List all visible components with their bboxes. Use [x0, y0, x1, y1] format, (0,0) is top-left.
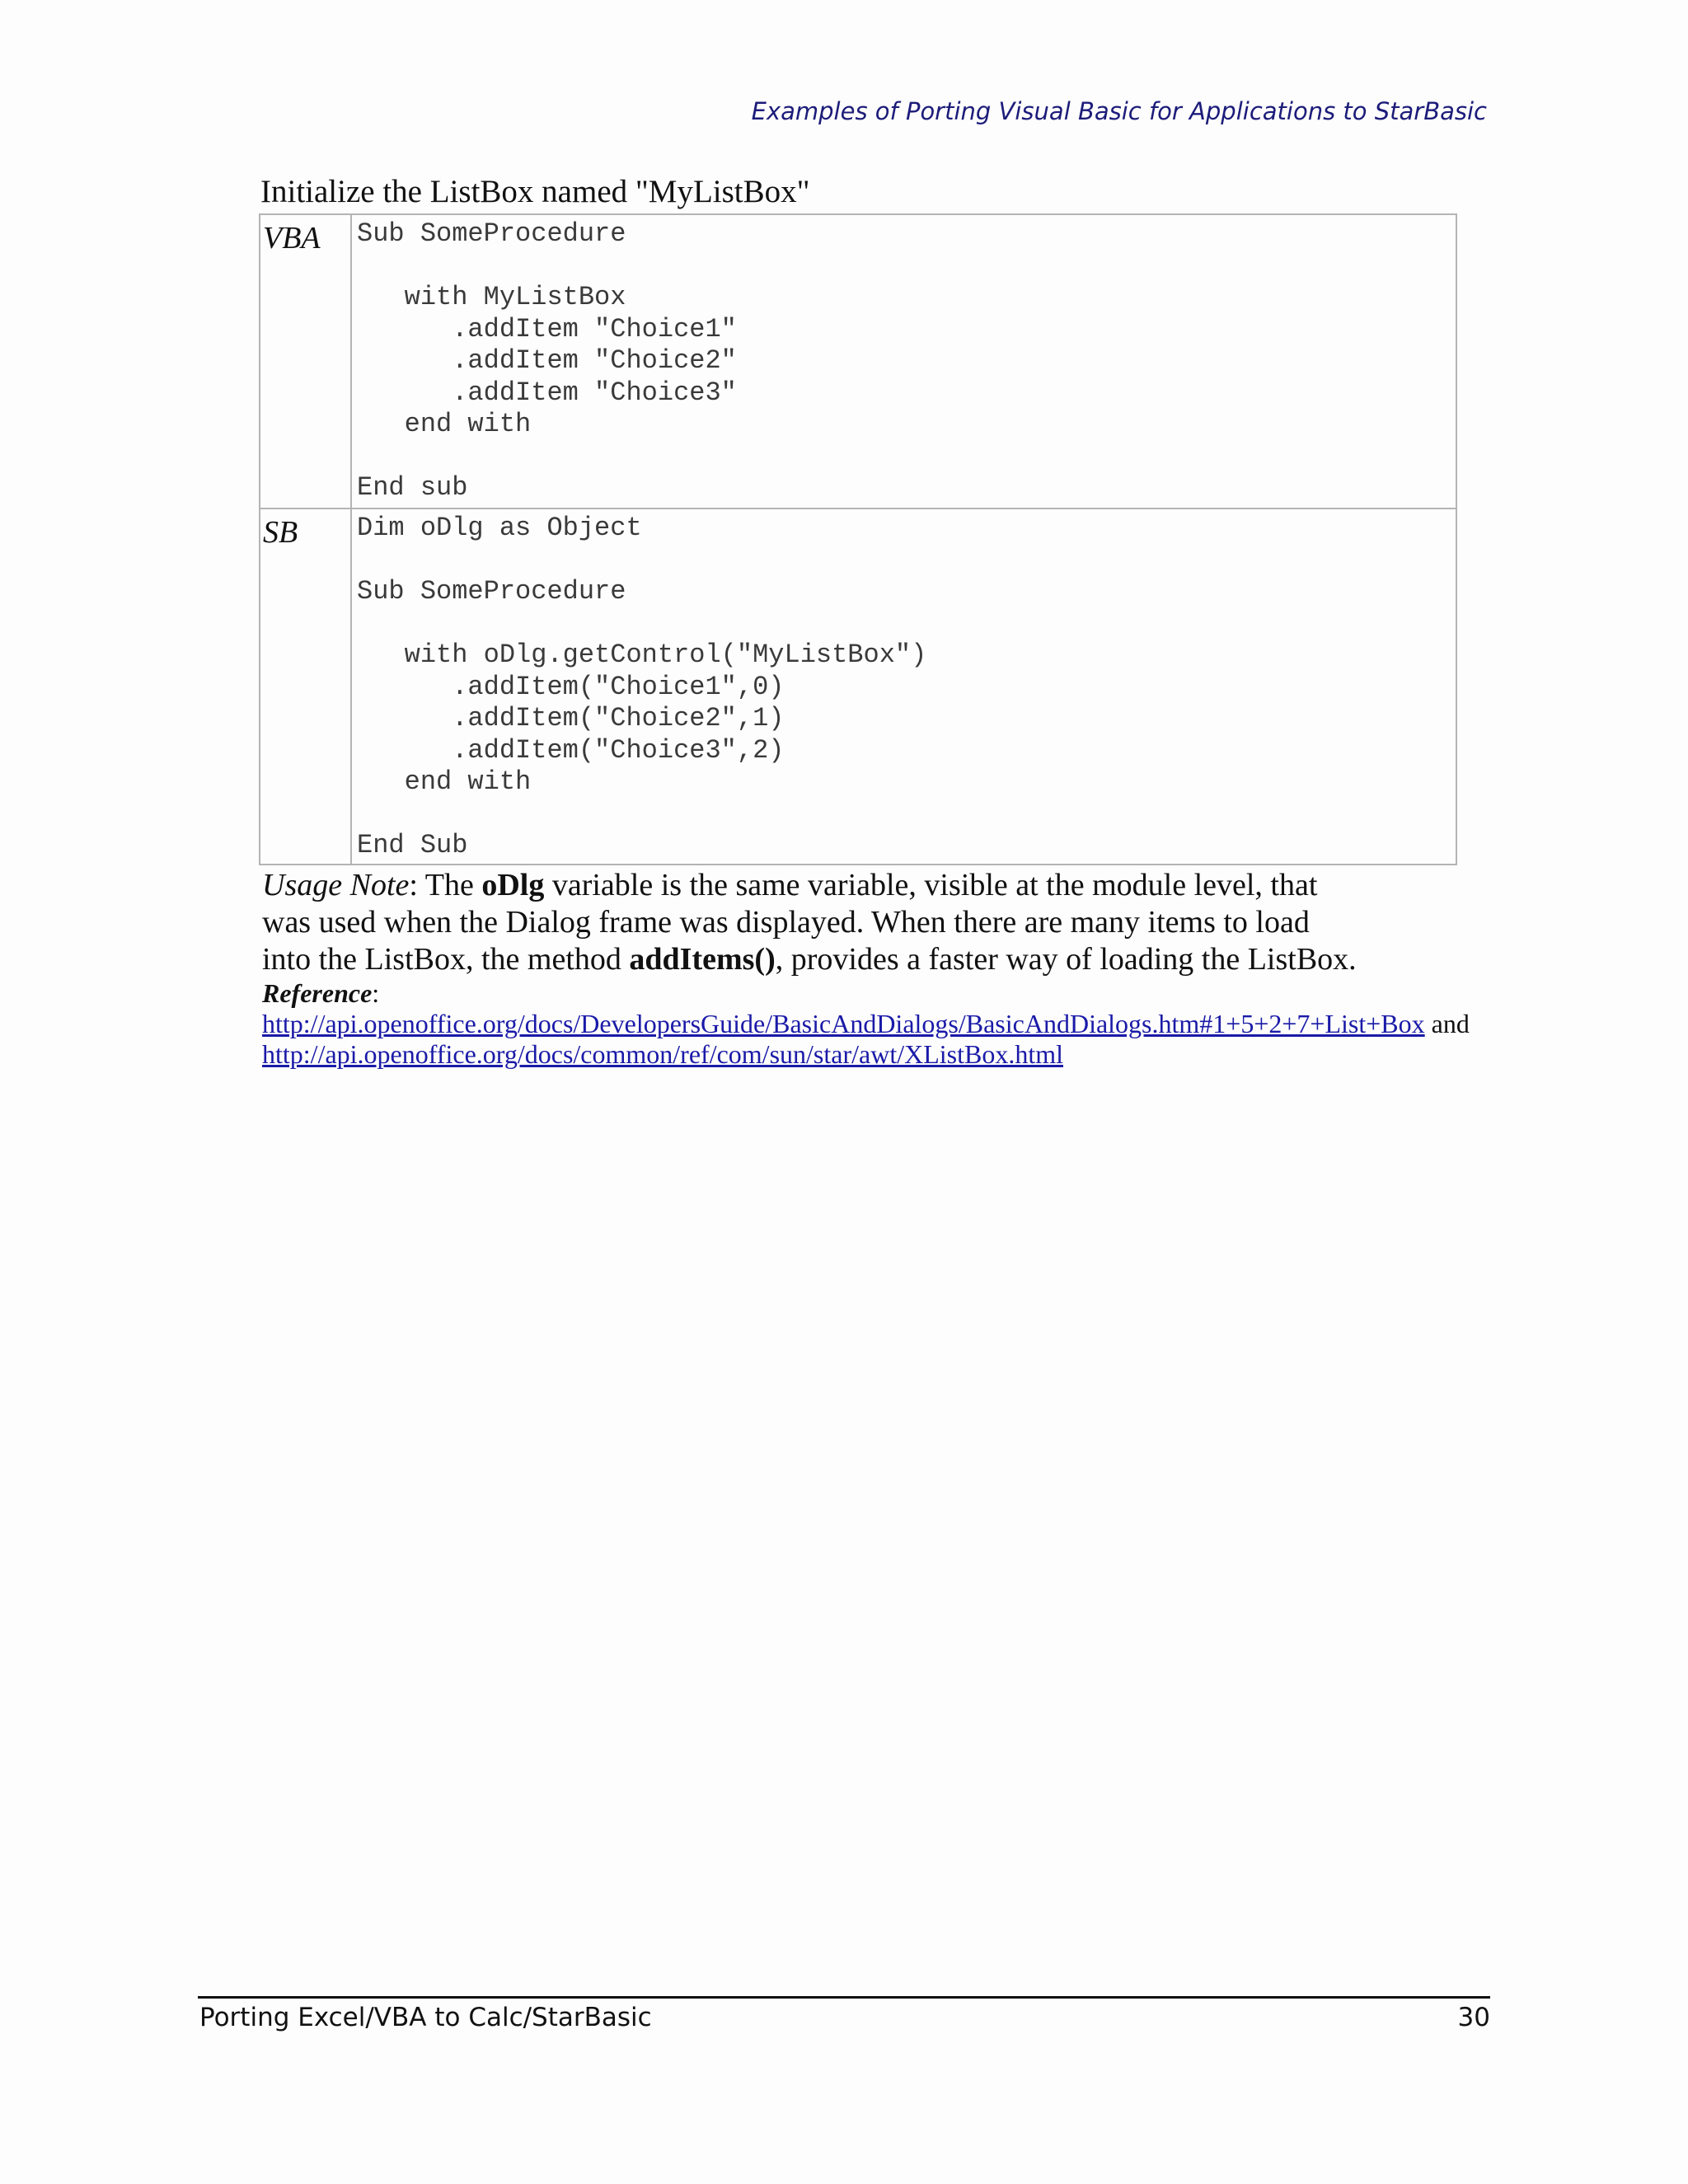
usage-note-text: into the ListBox, the method	[262, 942, 630, 977]
language-label-vba: VBA	[260, 214, 351, 509]
reference-heading	[262, 978, 1474, 1009]
reference-conjunction: and	[1424, 1009, 1470, 1038]
usage-note-text: : The	[409, 868, 482, 902]
footer-page-number: 30	[1457, 2003, 1490, 2032]
reference-links	[262, 1009, 1474, 1070]
running-header: Examples of Porting Visual Basic for Applications to StarBasic	[751, 97, 1487, 125]
code-comparison-table	[259, 213, 1457, 865]
usage-note-text: variable is the same variable, visible at the module level, that	[544, 868, 1318, 902]
usage-note-line-3	[262, 941, 1465, 978]
table-row-sb	[260, 509, 1456, 865]
xlistbox-reference-link[interactable]: http://api.openoffice.org/docs/common/ref/com/sun/star/awt/XListBox.html	[262, 1039, 1063, 1069]
additems-term: addItems()	[629, 942, 776, 977]
code-block-vba: Sub SomeProcedure with MyListBox .addItem "Choice1" .addItem "Choice2" .addItem "Choice3" end with End sub	[357, 218, 737, 503]
code-cell-vba	[351, 214, 1456, 509]
footer-document-title: Porting Excel/VBA to Calc/StarBasic	[199, 2003, 652, 2032]
odlg-term: oDlg	[481, 868, 545, 902]
usage-note-line-2: was used when the Dialog frame was displayed. When there are many items to load	[262, 905, 1310, 940]
usage-note	[262, 867, 1465, 978]
usage-note-label: Usage Note	[262, 868, 410, 902]
usage-note-line-1	[262, 867, 1465, 904]
footer-divider	[198, 1996, 1490, 1999]
section-title: Initialize the ListBox named "MyListBox"	[260, 174, 810, 209]
code-cell-sb	[351, 509, 1456, 865]
developers-guide-link[interactable]: http://api.openoffice.org/docs/DevelopersGuide/BasicAndDialogs/BasicAndDialogs.htm#1+5+2+7+List+Box	[262, 1009, 1425, 1038]
code-block-sb: Dim oDlg as Object Sub SomeProcedure with oDlg.getControl("MyListBox") .addItem("Choice1",0) .addItem("Choice2",1) .addItem("Choice3",2) end with End Sub	[357, 513, 927, 860]
reference-label: Reference	[262, 978, 373, 1008]
language-label-sb: SB	[260, 509, 351, 865]
reference-colon: :	[372, 978, 380, 1008]
table-row-vba	[260, 214, 1456, 509]
usage-note-text: , provides a faster way of loading the ListBox.	[775, 942, 1357, 977]
reference-block	[262, 978, 1474, 1070]
